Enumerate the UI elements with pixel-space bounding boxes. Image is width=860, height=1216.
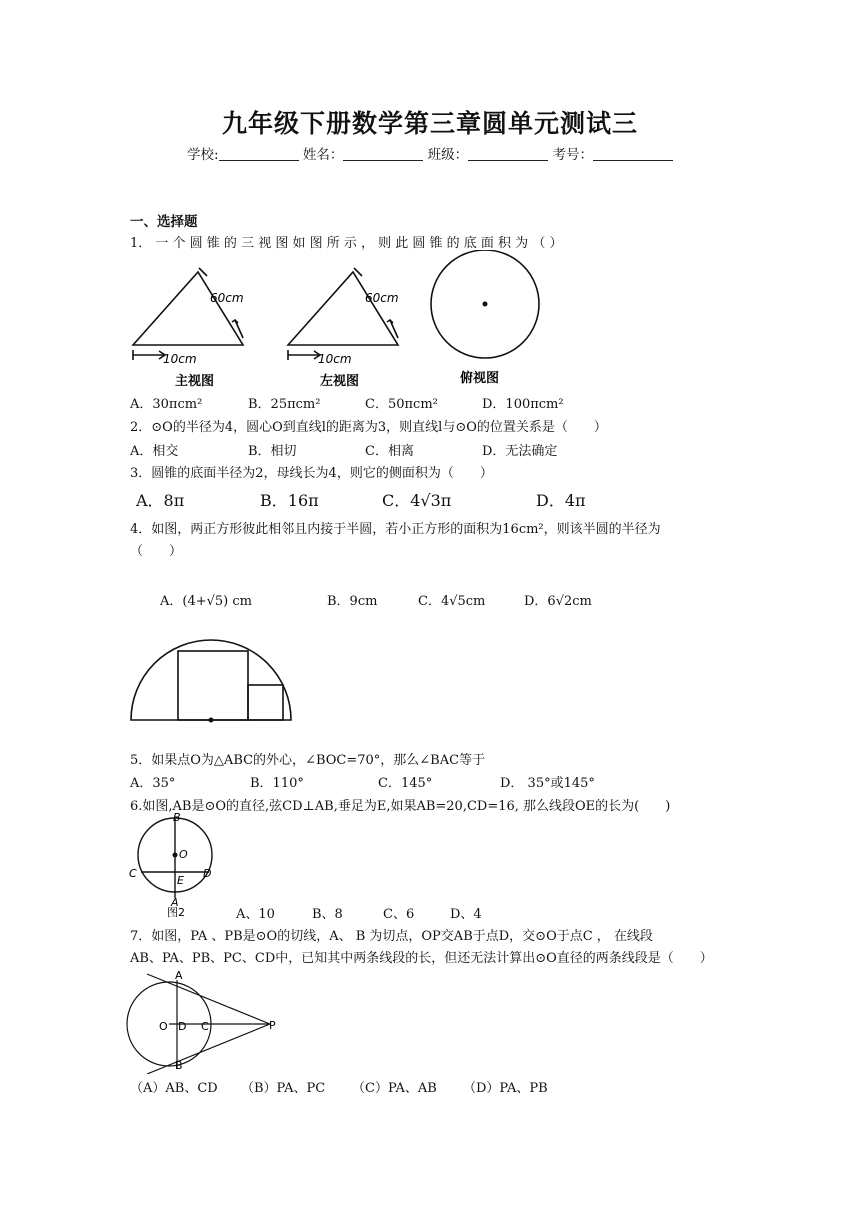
q6-label-d: D — [203, 867, 212, 880]
q3-option-b[interactable]: B．16π — [260, 491, 319, 510]
front-slant-label: 60cm — [210, 291, 244, 305]
q2-option-c[interactable]: C．相离 — [365, 444, 414, 459]
q5-option-a[interactable]: A．35° — [130, 776, 176, 791]
question-6-text: 6.如图,AB是⊙O的直径,弦CD⊥AB,垂足为E,如果AB=20,CD=16, 那么线段OE的长为( ) — [130, 799, 671, 814]
q6-option-d[interactable]: D、4 — [450, 907, 482, 922]
q7-option-c[interactable]: （C）PA、AB — [352, 1081, 437, 1096]
question-1-text: 1． 一 个 圆 锥 的 三 视 图 如 图 所 示 ， 则 此 圆 锥 的 底 面 积 为 （ ） — [130, 236, 563, 251]
question-7-text-line2: AB、PA、PB、PC、CD中，已知其中两条线段的长，但还无法计算出⊙O直径的两条线段是（ ） — [130, 951, 713, 966]
q6-figure-caption: 图2 — [167, 906, 185, 919]
question-2-text: 2．⊙O的半径为4，圆心O到直线l的距离为3，则直线l与⊙O的位置关系是（ ） — [130, 420, 607, 435]
q7-option-b[interactable]: （B）PA、PC — [241, 1081, 326, 1096]
school-blank — [219, 146, 299, 161]
question-4-text-line1: 4．如图，两正方形彼此相邻且内接于半圆，若小正方形的面积为16cm²，则该半圆的半径为 — [130, 522, 661, 537]
q5-option-c[interactable]: C．145° — [378, 776, 433, 791]
q3-option-a[interactable]: A．8π — [136, 491, 185, 510]
front-base-label: 10cm — [163, 352, 197, 366]
q1-option-c[interactable]: C．50πcm² — [365, 397, 438, 412]
name-blank — [343, 146, 423, 161]
q7-tangent-figure — [125, 966, 285, 1074]
q1-option-d[interactable]: D．100πcm² — [482, 397, 564, 412]
q2-option-a[interactable]: A．相交 — [130, 444, 179, 459]
q7-option-d[interactable]: （D）PA、PB — [463, 1081, 548, 1096]
top-view — [431, 250, 539, 358]
q7-option-a[interactable]: （A）AB、CD — [130, 1081, 218, 1096]
q6-label-b: B — [173, 811, 181, 824]
q7-label-p: P — [269, 1019, 276, 1032]
q7-label-d: D — [178, 1020, 187, 1033]
exam-label: 考号： — [552, 147, 593, 163]
page-title: 九年级下册数学第三章圆单元测试三 — [221, 109, 638, 138]
q6-option-c[interactable]: C、6 — [383, 907, 415, 922]
question-3-text: 3．圆锥的底面半径为2，母线长为4，则它的侧面积为（ ） — [130, 466, 493, 481]
q5-option-b[interactable]: B．110° — [250, 776, 304, 791]
q6-circle-figure — [125, 810, 225, 920]
student-info-line — [0, 143, 860, 163]
q7-label-o: O — [159, 1020, 168, 1033]
side-view-caption: 左视图 — [320, 374, 360, 389]
q3-option-c[interactable]: C．4√3π — [382, 491, 452, 510]
q4-option-c[interactable]: C．4√5cm — [418, 594, 486, 609]
question-4-text-line2: （ ） — [130, 544, 183, 559]
q7-label-b: B — [175, 1059, 183, 1072]
top-view-caption: 俯视图 — [460, 371, 500, 386]
question-5-text: 5．如果点O为△ABC的外心，∠BOC=70°，那么∠BAC等于 — [130, 753, 486, 768]
q6-option-a[interactable]: A、10 — [236, 907, 275, 922]
section-heading: 一、选择题 — [130, 214, 198, 230]
q3-option-d[interactable]: D．4π — [536, 491, 586, 510]
q6-label-a: A — [171, 896, 179, 909]
school-label: 学校: — [187, 147, 219, 163]
q1-option-a[interactable]: A．30πcm² — [130, 397, 203, 412]
q5-option-d[interactable]: D． 35°或145° — [500, 776, 595, 791]
side-view — [288, 268, 398, 360]
q7-label-a: A — [175, 969, 183, 982]
name-label: 姓名： — [302, 147, 344, 163]
side-slant-label: 60cm — [365, 291, 399, 305]
q6-label-c: C — [129, 867, 137, 880]
exam-blank — [593, 146, 673, 161]
class-label: 班级： — [427, 147, 469, 163]
q4-option-d[interactable]: D．6√2cm — [524, 594, 592, 609]
question-7-text-line1: 7．如图，PA 、PB是⊙O的切线，A、 B 为切点，OP交AB于点D，交⊙O于点C ， 在线段 — [130, 929, 653, 944]
front-view-caption: 主视图 — [175, 374, 215, 389]
side-base-label: 10cm — [318, 352, 352, 366]
q4-option-a[interactable]: A．(4+√5) cm — [160, 594, 252, 609]
front-view — [133, 268, 243, 360]
q6-label-o: O — [179, 848, 188, 861]
q1-option-b[interactable]: B．25πcm² — [248, 397, 321, 412]
q4-option-b[interactable]: B．9cm — [327, 594, 378, 609]
q2-option-b[interactable]: B．相切 — [248, 444, 297, 459]
q1-three-views-figure — [125, 250, 545, 390]
q7-label-c: C — [201, 1020, 209, 1033]
q6-option-b[interactable]: B、8 — [312, 907, 343, 922]
q4-semicircle-figure — [125, 630, 305, 725]
q6-label-e: E — [177, 874, 184, 887]
q2-option-d[interactable]: D．无法确定 — [482, 444, 558, 459]
class-blank — [468, 146, 548, 161]
